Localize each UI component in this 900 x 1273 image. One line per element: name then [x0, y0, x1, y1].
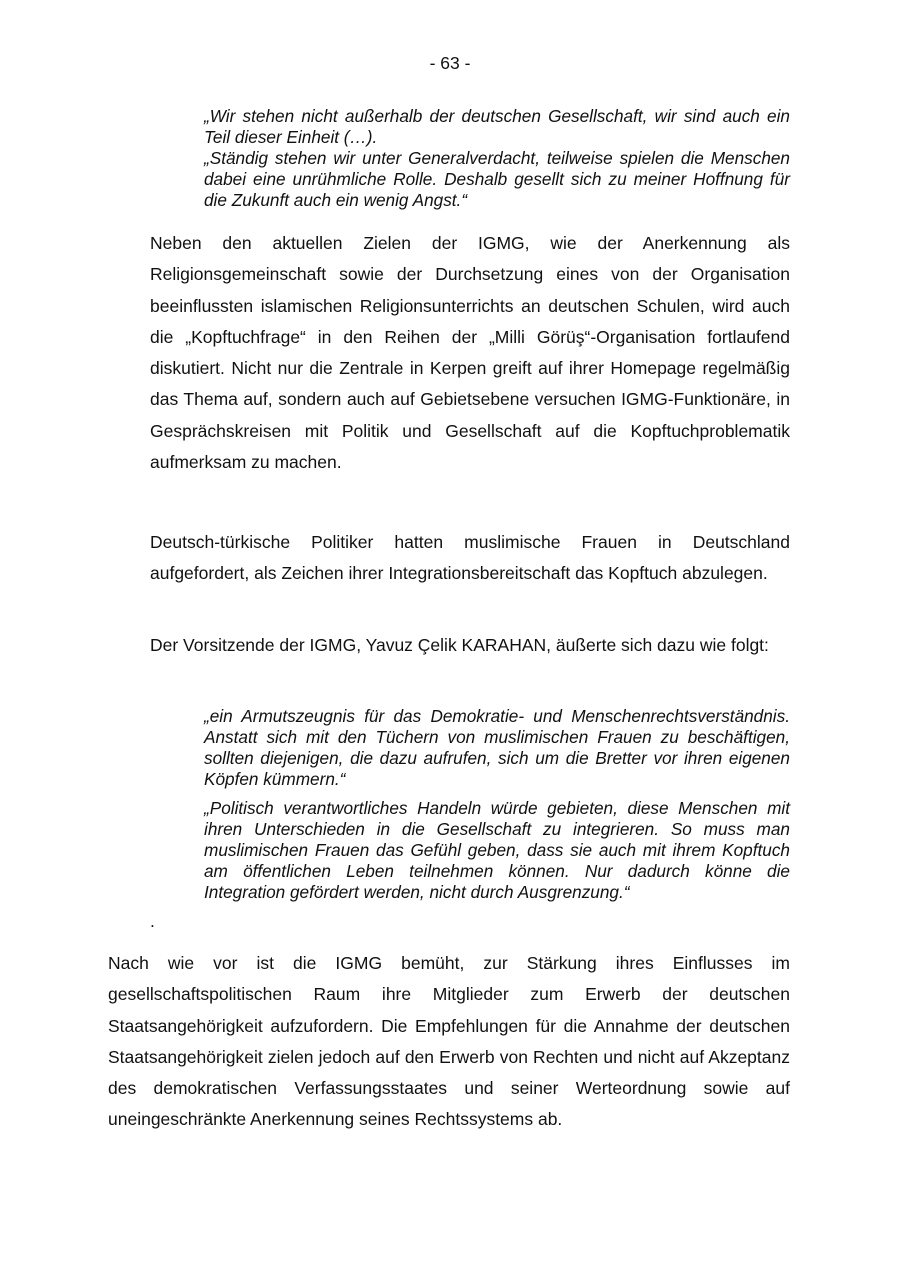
paragraph-igmg-goals: Neben den aktuellen Zielen der IGMG, wie der Anerkennung als Religionsgemeinschaft sowie der Durchsetzung eines von der Organisation beeinflussten islamischen Religionsunterrichts an deutschen Schulen, wird auch die „Kopftuchfrage“ in den Reihen der „Milli Görüş“-Organisation fortlaufend diskutiert. Nicht nur die Zentrale in Kerpen greift auf ihrer Homepage regelmäßig das Thema auf, sondern auch auf Gebietsebene versuchen IGMG-Funktionäre, in Gesprächskreisen mit Politik und Gesellschaft auf die Kopftuchproblematik aufmerksam zu machen. [150, 233, 790, 473]
page-number: - 63 - [429, 53, 471, 73]
stray-dot: . [150, 911, 155, 931]
quote-2-part-1: „ein Armutszeugnis für das Demokratie- und Menschenrechtsverständnis. Anstatt sich mit den Tüchern von muslimischen Frauen zu beschäftigen, sollten diejenigen, die dazu aufrufen, sich um die Bretter vor ihren eigenen Köpfen kümmern.“ [204, 706, 790, 789]
quote-2-part-2: „Politisch verantwortliches Handeln würde gebieten, diese Menschen mit ihren Unterschieden in die Gesellschaft zu integrieren. So muss man muslimischen Frauen das Gefühl geben, dass sie auch mit ihrem Kopftuch am öffentlichen Leben teilnehmen können. Nur dadurch könne die Integration gefördert werden, nicht durch Ausgrenzung.“ [204, 798, 790, 902]
quote-1-line-1: „Wir stehen nicht außerhalb der deutschen Gesellschaft, wir sind auch ein Teil dieser Einheit (…). [204, 106, 790, 147]
quote-1-line-2: „Ständig stehen wir unter Generalverdacht, teilweise spielen die Menschen dabei eine unrühmliche Rolle. Deshalb gesellt sich zu meiner Hoffnung für die Zukunft auch ein wenig Angst.“ [204, 148, 790, 210]
paragraph-chairman: Der Vorsitzende der IGMG, Yavuz Çelik KARAHAN, äußerte sich dazu wie folgt: [150, 635, 769, 655]
paragraph-citizenship: Nach wie vor ist die IGMG bemüht, zur Stärkung ihres Einflusses im gesellschaftspolitischen Raum ihre Mitglieder zum Erwerb der deutschen Staatsangehörigkeit aufzufordern. Die Empfehlungen für die Annahme der deutschen Staatsangehörigkeit zielen jedoch auf den Erwerb von Rechten und nicht auf Akzeptanz des demokratischen Verfassungsstaates und seiner Werteordnung sowie auf uneingeschränkte Anerkennung seines Rechtssystems ab. [108, 953, 790, 1130]
paragraph-politicians: Deutsch-türkische Politiker hatten muslimische Frauen in Deutschland aufgefordert, als Zeichen ihrer Integrationsbereitschaft das Kopftuch abzulegen. [150, 532, 790, 584]
